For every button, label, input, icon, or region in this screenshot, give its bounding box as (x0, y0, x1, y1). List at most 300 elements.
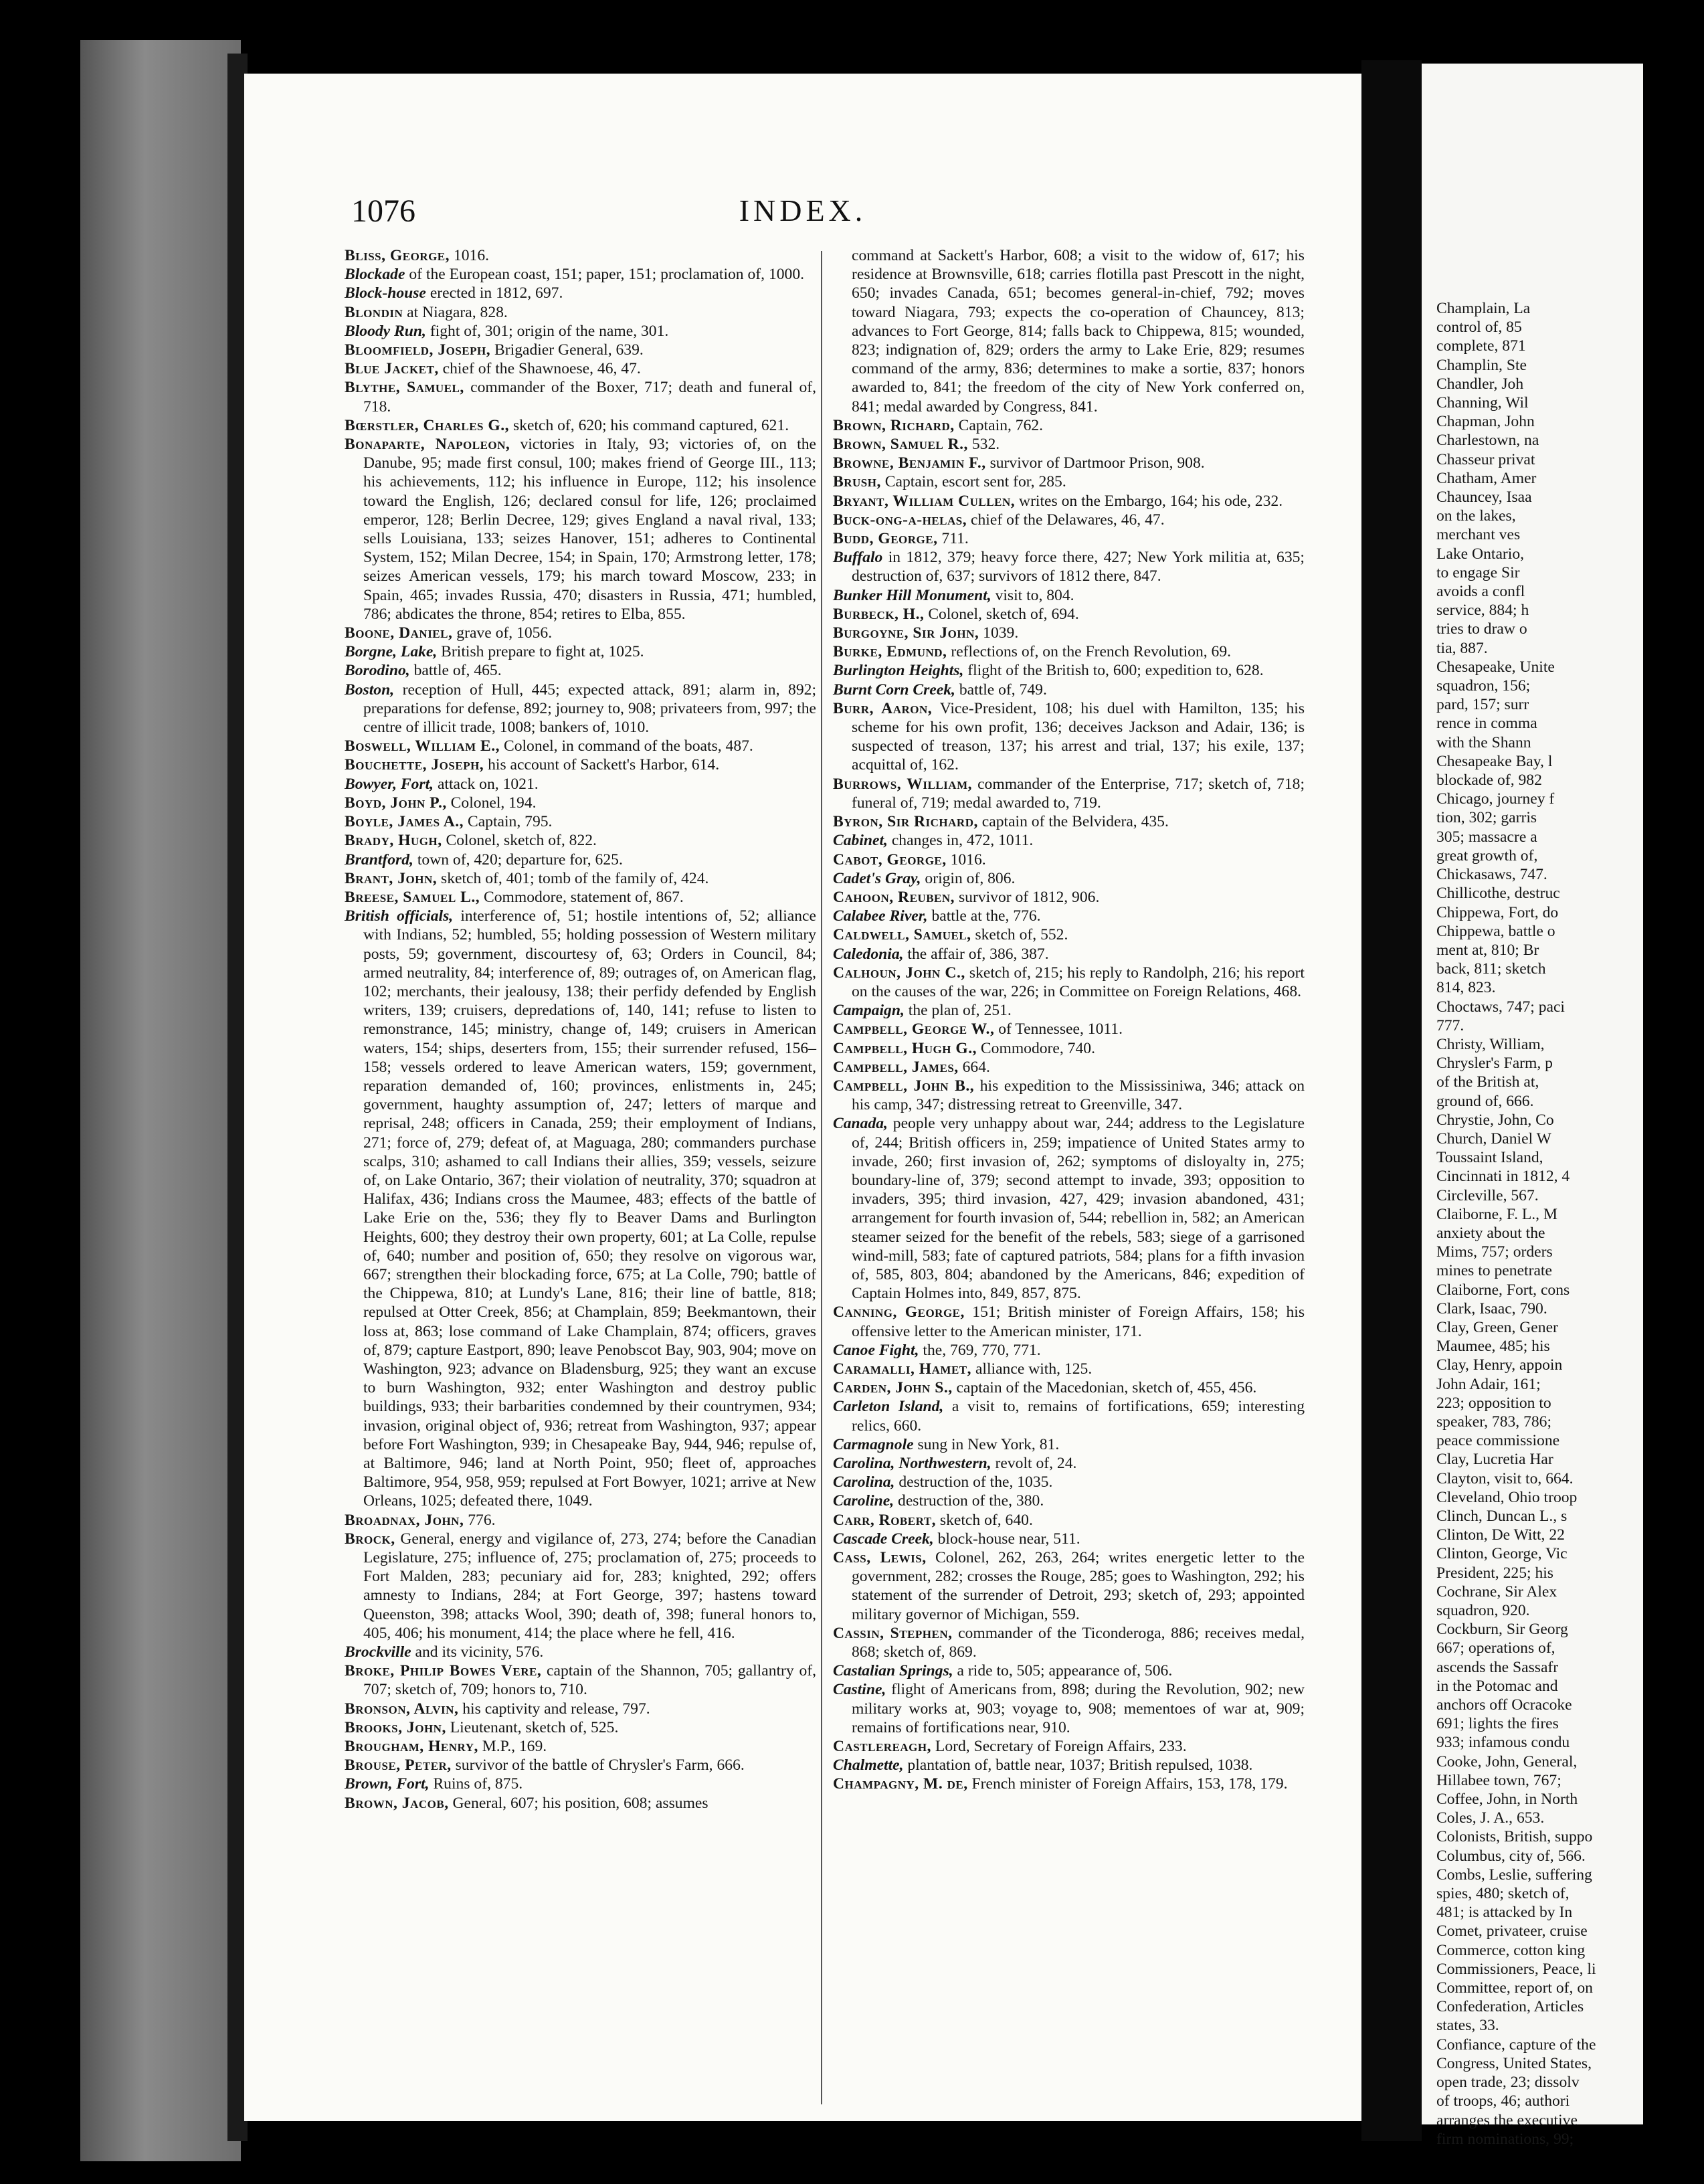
entry-headword: Carden, John S., (833, 1379, 953, 1397)
index-entry (345, 680, 816, 737)
facing-page-line: Clayton, visit to, 664. (1436, 1469, 1574, 1487)
entry-references: sketch of, 640. (936, 1511, 1033, 1529)
entry-references: 1016. (946, 850, 986, 869)
facing-page-line: service, 884; h (1436, 602, 1529, 620)
entry-references: chief of the Shawnoese, 46, 47. (438, 360, 641, 378)
facing-page-line: Commissioners, Peace, li (1436, 1960, 1596, 1978)
entry-headword: Buffalo (833, 549, 883, 567)
facing-page-column (1436, 299, 1704, 2149)
entry-headword: Byron, Sir Richard, (833, 813, 978, 831)
facing-page-line: Chesapeake, Unite (1436, 658, 1555, 676)
entry-headword: Cassin, Stephen, (833, 1624, 953, 1642)
facing-page-line: of the British at, (1436, 1073, 1539, 1091)
entry-references: flight of Americans from, 898; during the Revolution, 902; new military works at, 903; voyage to, 908; mementoes of war at, 909; remains of fortifications near, 910. (852, 1681, 1305, 1736)
index-entry (833, 586, 1305, 605)
index-entry (345, 775, 816, 794)
entry-headword: Bonaparte, Napoleon, (345, 436, 510, 454)
facing-page-line: Clinch, Duncan L., s (1436, 1508, 1568, 1525)
facing-page-line: Congress, United States, (1436, 2054, 1592, 2072)
facing-page-line: squadron, 156; (1436, 677, 1531, 695)
entry-references: erected in 1812, 697. (425, 284, 563, 302)
facing-page-line: Hillabee town, 767; (1436, 1771, 1561, 1789)
entry-headword: Brush, (833, 473, 881, 491)
entry-headword: Caroline, (833, 1492, 894, 1510)
entry-references: captain of the Shannon, 705; gallantry of, 707; sketch of, 709; honors to, 710. (363, 1662, 817, 1699)
entry-headword: Boyle, James A., (345, 813, 464, 831)
entry-references: sketch of, 620; his command captured, 621. (509, 416, 789, 434)
entry-headword: Caledonia, (833, 945, 904, 963)
entry-headword: Burgoyne, Sir John, (833, 624, 979, 642)
index-entry (345, 888, 816, 907)
index-entry (345, 1718, 816, 1737)
facing-page-line: with the Shann (1436, 733, 1531, 751)
entry-references: Lord, Secretary of Foreign Affairs, 233. (931, 1738, 1187, 1756)
entry-references: commander of the Ticonderoga, 886; receives medal, 868; sketch of, 869. (852, 1624, 1305, 1661)
facing-page-line: firm nominations, 99; (1436, 2130, 1574, 2148)
facing-page-line: Clay, Henry, appoin (1436, 1356, 1563, 1374)
entry-references: alliance with, 125. (971, 1360, 1093, 1378)
index-entry (833, 1058, 1305, 1077)
entry-references: Vice-President, 108; his duel with Hamilton, 135; his scheme for his own profit, 136; deceives Jackson and Adair, 136; is suspected of treason, 137; his arrest and trial, 137; his exile, 137; acquittal of, 162. (852, 699, 1305, 774)
index-entry (345, 1661, 816, 1699)
facing-page-line: Chasseur privat (1436, 450, 1535, 468)
index-entry (833, 416, 1305, 435)
facing-page-line: blockade of, 982 (1436, 771, 1542, 790)
index-entry (345, 322, 816, 341)
facing-page-line: Chrystie, John, Co (1436, 1111, 1554, 1129)
entry-headword: Burke, Edmund, (833, 643, 947, 661)
facing-page-line: Champlain, La (1436, 300, 1531, 317)
index-entry (833, 945, 1305, 964)
facing-page-line: great growth of, (1436, 846, 1538, 864)
entry-headword: Bowyer, Fort, (345, 775, 434, 793)
facing-page-line: Chippewa, Fort, do (1436, 903, 1559, 921)
index-entry (833, 435, 1305, 454)
facing-page-line: Clinton, De Witt, 22 (1436, 1526, 1565, 1544)
entry-references: the plan of, 251. (904, 1002, 1012, 1020)
entry-headword: Campaign, (833, 1002, 905, 1020)
entry-references: chief of the Delawares, 46, 47. (967, 511, 1165, 529)
facing-page-line: Combs, Leslie, suffering (1436, 1865, 1592, 1884)
facing-page-line: tia, 887. (1436, 639, 1488, 657)
index-entry (345, 831, 816, 850)
index-entry (345, 1511, 816, 1530)
index-entry (833, 1020, 1305, 1038)
entry-references: 711. (937, 530, 969, 548)
index-entry (833, 1511, 1305, 1530)
entry-headword: Brantford, (345, 850, 413, 869)
entry-references: survivor of 1812, 906. (955, 888, 1100, 906)
index-entry (833, 529, 1305, 548)
index-entry (833, 869, 1305, 888)
entry-headword: Campbell, George W., (833, 1020, 995, 1038)
book-spine-edge (80, 40, 241, 2161)
facing-page-line: 814, 823. (1436, 979, 1496, 997)
facing-page-line: ascends the Sassafr (1436, 1658, 1559, 1676)
entry-headword: Browne, Benjamin F., (833, 454, 986, 472)
index-column-left (345, 246, 816, 2106)
entry-references: 776. (464, 1511, 496, 1529)
facing-page-line: Cooke, John, General, (1436, 1752, 1578, 1770)
facing-page-line: Chapman, John (1436, 413, 1535, 431)
facing-page-line: Christy, William, (1436, 1035, 1545, 1053)
facing-page-line: Maumee, 485; his (1436, 1338, 1550, 1356)
entry-references: town of, 420; departure for, 625. (413, 850, 623, 869)
entry-references: 532. (967, 436, 1000, 454)
entry-references: sketch of, 401; tomb of the family of, 424. (437, 869, 709, 887)
page-gutter (1361, 60, 1422, 2141)
entry-headword: Bryant, William Cullen, (833, 492, 1016, 510)
index-entry (345, 755, 816, 774)
entry-references: in 1812, 379; heavy force there, 427; New York militia at, 635; destruction of, 637; survivors of 1812 there, 847. (852, 549, 1305, 585)
entry-references: grave of, 1056. (452, 624, 553, 642)
facing-page-fragment (1422, 64, 1643, 2148)
index-entry (345, 246, 816, 265)
index-entry (345, 1700, 816, 1718)
entry-headword: Canoe Fight, (833, 1341, 919, 1359)
facing-page-line: President, 225; his (1436, 1564, 1553, 1582)
facing-page-line: Channing, Wil (1436, 394, 1529, 412)
entry-headword: Blue Jacket, (345, 360, 439, 378)
entry-headword: Brouse, Peter, (345, 1756, 452, 1774)
facing-page-line: 933; infamous condu (1436, 1734, 1570, 1752)
entry-references: his captivity and release, 797. (458, 1700, 650, 1718)
facing-page-line: 223; opposition to (1436, 1394, 1551, 1412)
entry-headword: Carleton Island, (833, 1398, 944, 1416)
entry-references: sung in New York, 81. (913, 1435, 1060, 1453)
entry-headword: Borgne, Lake, (345, 643, 438, 661)
facing-page-line: 481; is attacked by In (1436, 1904, 1573, 1922)
index-entry (833, 624, 1305, 642)
facing-page-line: Cleveland, Ohio troop (1436, 1488, 1578, 1506)
index-entry (833, 831, 1305, 850)
entry-references: Captain, 762. (954, 416, 1044, 434)
entry-references: Commodore, 740. (977, 1039, 1095, 1057)
entry-references: British prepare to fight at, 1025. (437, 643, 644, 661)
facing-page-line: Clay, Lucretia Har (1436, 1451, 1553, 1469)
entry-headword: Champagny, M. de, (833, 1775, 968, 1793)
entry-headword: Boone, Daniel, (345, 624, 453, 642)
entry-headword: Canning, George, (833, 1303, 965, 1322)
index-entry (345, 661, 816, 680)
entry-references: the affair of, 386, 387. (903, 945, 1049, 963)
index-entry (833, 548, 1305, 585)
entry-headword: Cahoon, Reuben, (833, 888, 955, 906)
entry-references: General, 607; his position, 608; assumes (448, 1794, 708, 1812)
facing-page-line: Confiance, capture of the (1436, 2035, 1596, 2054)
facing-page-line: Toussaint Island, (1436, 1149, 1543, 1167)
facing-page-line: anxiety about the (1436, 1224, 1545, 1242)
index-entry (833, 1530, 1305, 1548)
index-entry (833, 1680, 1305, 1737)
entry-headword: Calhoun, John C., (833, 964, 965, 982)
entry-references: captain of the Macedonian, sketch of, 455, 456. (952, 1379, 1257, 1397)
index-entry (833, 1774, 1305, 1793)
index-entry (345, 869, 816, 888)
index-entry (345, 1643, 816, 1661)
facing-page-line: Confederation, Articles (1436, 1998, 1584, 2016)
entry-references: Captain, 795. (464, 813, 553, 831)
facing-page-line: 691; lights the fires (1436, 1715, 1559, 1733)
index-entry (833, 775, 1305, 812)
index-entry (833, 680, 1305, 699)
entry-references: 151; British minister of Foreign Affairs, 158; his offensive letter to the American minister, 171. (852, 1303, 1305, 1340)
index-entry (833, 1303, 1305, 1340)
facing-page-line: Coles, J. A., 653. (1436, 1809, 1545, 1827)
index-entry (833, 1473, 1305, 1491)
facing-page-line: Chicago, journey f (1436, 790, 1555, 808)
facing-page-line: Chrysler's Farm, p (1436, 1055, 1553, 1073)
facing-page-line: Chesapeake Bay, l (1436, 752, 1553, 770)
index-entry (833, 511, 1305, 529)
index-entry (345, 284, 816, 302)
facing-page-line: Claiborne, Fort, cons (1436, 1281, 1570, 1299)
index-entry (833, 812, 1305, 831)
entry-references: victories in Italy, 93; victories of, on the Danube, 95; made first consul, 100; makes friend of George III., 113; his achievements, 112; his influence in Europe, 112; his insolence toward the English, 126; declared consul for life, 126; proclaimed emperor, 128; Berlin Decree, 129; gives England a naval rival, 133; sells Louisiana, 133; seizes Hanover, 151; adheres to Continental System, 152; Milan Decree, 154; in Spain, 170; Armstrong letter, 178; seizes American vessels, 179; his march toward Moscow, 233; in Spain, 465; invades Russia, 470; disasters in Russia, 471; humbled, 786; abdicates the throne, 854; retires to Elba, 855. (363, 436, 816, 623)
facing-page-line: Chandler, Joh (1436, 375, 1524, 393)
index-entry (345, 642, 816, 661)
entry-references: plantation of, battle near, 1037; British repulsed, 1038. (903, 1756, 1253, 1774)
facing-page-line: Chauncey, Isaa (1436, 488, 1532, 507)
entry-references: 1016. (450, 247, 490, 264)
facing-page-line: avoids a confl (1436, 583, 1525, 601)
index-entry (345, 850, 816, 869)
index-entry (345, 416, 816, 435)
entry-headword: Brown, Jacob, (345, 1794, 449, 1812)
entry-headword: Campbell, John B., (833, 1077, 975, 1095)
entry-references: people very unhappy about war, 244; address to the Legislature of, 244; British officers in, 259; impatience of United States army to invade, 260; first invasion of, 262; symptoms of disloyalty in, 275; boundary-line of, 379; second attempt to invade, 393; opposition to invaders, 395; third invasion, 427, 429; invasion abandoned, 431; arrangement for fourth invasion of, 544; rebellion in, 582; an American steamer seized for the benefit of the rebels, 583; siege of a garrisoned wind-mill, 583; fate of captured patriots, 584; plans for a fifth invasion of, 585, 803, 804; abandoned by the Americans, 846; expedition of Captain Holmes into, 849, 857, 875. (852, 1115, 1305, 1303)
page-header (244, 189, 1361, 236)
entry-references: commander of the Enterprise, 717; sketch of, 718; funeral of, 719; medal awarded to, 719. (852, 775, 1305, 812)
entry-references: French minister of Foreign Affairs, 153, 178, 179. (967, 1775, 1288, 1793)
entry-references: battle at the, 776. (927, 907, 1041, 925)
facing-page-line: in the Potomac and (1436, 1677, 1558, 1695)
entry-headword: Bœrstler, Charles G., (345, 416, 510, 434)
entry-references: Colonel, in command of the boats, 487. (500, 737, 753, 755)
entry-headword: Burbeck, H., (833, 605, 925, 623)
entry-headword: British officials, (345, 907, 454, 925)
entry-references: writes on the Embargo, 164; his ode, 232. (1015, 492, 1283, 510)
facing-page-line: Chillicothe, destruc (1436, 885, 1560, 903)
index-entry (833, 1737, 1305, 1756)
facing-page-line: speaker, 783, 786; (1436, 1413, 1552, 1431)
entry-references: destruction of the, 380. (894, 1492, 1044, 1510)
entry-references: reception of Hull, 445; expected attack, 891; alarm in, 892; preparations for defense, 892; journey to, 908; privateers from, 997; the centre of illicit trade, 1008; bankers of, 1010. (363, 680, 816, 737)
index-entry (345, 341, 816, 359)
index-entry (833, 1378, 1305, 1397)
entry-references: changes in, 472, 1011. (887, 832, 1034, 850)
index-entry (833, 1001, 1305, 1020)
facing-page-line: peace commissione (1436, 1432, 1560, 1450)
entry-headword: Block-house (345, 284, 426, 302)
index-entry (833, 661, 1305, 680)
entry-headword: Borodino, (345, 662, 410, 680)
entry-headword: Canada, (833, 1115, 888, 1133)
facing-page-line: Cincinnati in 1812, 4 (1436, 1168, 1570, 1186)
facing-page-line: Commerce, cotton king (1436, 1941, 1586, 1959)
entry-headword: Boswell, William E., (345, 737, 500, 755)
facing-page-line: Charlestown, na (1436, 432, 1539, 450)
entry-references: block-house near, 511. (933, 1530, 1080, 1548)
index-entry (833, 1624, 1305, 1661)
index-entry (833, 1039, 1305, 1058)
entry-headword: Castine, (833, 1681, 886, 1699)
entry-headword: Carolina, Northwestern, (833, 1455, 991, 1472)
facing-page-line: Claiborne, F. L., M (1436, 1205, 1557, 1223)
facing-page-line: squadron, 920. (1436, 1602, 1530, 1620)
entry-references: his account of Sackett's Harbor, 614. (484, 756, 720, 774)
index-entry (833, 605, 1305, 624)
facing-page-line: anchors off Ocracoke (1436, 1696, 1572, 1714)
index-entry (345, 1774, 816, 1793)
index-entry (833, 964, 1305, 1001)
facing-page-line: spies, 480; sketch of, (1436, 1885, 1570, 1903)
facing-page-line: complete, 871 (1436, 337, 1526, 355)
entry-headword: Carolina, (833, 1473, 895, 1491)
entry-references: sketch of, 552. (971, 926, 1068, 944)
index-entry (345, 1794, 816, 1813)
facing-page-line: Champlin, Ste (1436, 356, 1527, 374)
index-page (244, 74, 1361, 2121)
entry-references: survivor of the battle of Chrysler's Farm, 666. (451, 1756, 745, 1774)
entry-headword: Chalmette, (833, 1756, 904, 1774)
entry-headword: Carr, Robert, (833, 1511, 937, 1529)
entry-headword: Boyd, John P., (345, 794, 447, 812)
facing-page-line: arranges the executive (1436, 2111, 1578, 2129)
entry-headword: Bloody Run, (345, 322, 426, 340)
entry-headword: Campbell, James, (833, 1058, 959, 1076)
entry-references: battle of, 749. (955, 680, 1047, 699)
running-title: INDEX. (739, 193, 867, 227)
index-entry (345, 812, 816, 831)
entry-headword: Cabot, George, (833, 850, 947, 869)
facing-page-line: 305; massacre a (1436, 828, 1537, 846)
facing-page-line: Church, Daniel W (1436, 1129, 1551, 1148)
entry-references: a ride to, 505; appearance of, 506. (953, 1662, 1173, 1680)
entry-headword: Broadnax, John, (345, 1511, 464, 1529)
entry-headword: Burr, Aaron, (833, 699, 933, 717)
entry-references: and its vicinity, 576. (411, 1643, 544, 1661)
index-entry (345, 1756, 816, 1774)
facing-page-line: Chippewa, battle o (1436, 922, 1555, 940)
index-entry (833, 472, 1305, 491)
index-entry (833, 925, 1305, 944)
facing-page-line: Columbus, city of, 566. (1436, 1847, 1586, 1865)
entry-headword: Brady, Hugh, (345, 832, 442, 850)
entry-headword: Breese, Samuel L., (345, 888, 480, 906)
index-entry (345, 1737, 816, 1756)
index-entry (345, 303, 816, 322)
index-entry (833, 1435, 1305, 1454)
facing-page-line: mines to penetrate (1436, 1262, 1552, 1280)
entry-references: 1039. (979, 624, 1019, 642)
entry-headword: Bliss, George, (345, 247, 450, 264)
facing-page-line: control of, 85 (1436, 318, 1522, 337)
entry-references: Brigadier General, 639. (490, 341, 644, 359)
index-entry (833, 1491, 1305, 1510)
entry-headword: Brooks, John, (345, 1718, 446, 1736)
facing-page-line: merchant ves (1436, 526, 1521, 544)
facing-page-line: states, 33. (1436, 2017, 1499, 2035)
entry-references: of Tennessee, 1011. (994, 1020, 1123, 1038)
entry-headword: Bloomfield, Joseph, (345, 341, 491, 359)
entry-references: destruction of the, 1035. (894, 1473, 1053, 1491)
index-entry (833, 454, 1305, 472)
facing-page-line: ment at, 810; Br (1436, 941, 1539, 959)
index-entry (345, 435, 816, 624)
facing-page-line: Colonists, British, suppo (1436, 1828, 1593, 1846)
entry-references: the, 769, 770, 771. (919, 1341, 1041, 1359)
entry-references: flight of the British to, 600; expedition to, 628. (963, 662, 1264, 680)
column-divider (821, 251, 822, 2104)
entry-headword: Caramalli, Hamet, (833, 1360, 972, 1378)
facing-page-line: Clark, Isaac, 790. (1436, 1299, 1547, 1317)
entry-headword: Castalian Springs, (833, 1662, 953, 1680)
entry-references: interference of, 51; hostile intentions of, 52; alliance with Indians, 52; humbled, 55; holding possession of Western military posts, 59; government, discourtesy of, 63; Orders in Council, 84; armed neutrality, 84; interference of, 89; outrages of, on American flag, 102; merchants, their jealousy, 138; their perfidy defended by English writers, 139; cruisers, depredations of, 140, 141; refuse to listen to remonstrance, 145; ministry, change of, 149; cruisers in American waters, 154; ships, deserters from, 155; their surrender refused, 156–158; vessels ordered to leave American waters, 159; government, reparation demanded of, 160; provinces, enlistments in, 245; government, haughty assumption of, 247; letters of marque and reprisal, 248; officers in Canada, 259; their employment of Indians, 271; force of, 279; defeat of, at Maguaga, 280; commanders purchase scalps, 310; ashamed to call Indians their allies, 359; vessels, seizure of, on Lake Ontario, 367; their violation of neutrality, 370; squadron at Halifax, 436; Indians cross the Maumee, 483; effects of the battle of Lake Erie on the, 536; they fly to Beaver Dams and Burlington Heights, 600; they destroy their own property, 601; at La Colle, repulse of, 640; number and position of, 650; they resolve on vigorous war, 667; strengthen their blockading force, 675; at La Colle, 790; battle of the Chippewa, 810; at Lundy's Lane, 816; their line of battle, 818; repulsed at Otter Creek, 856; at Champlain, 859; Beekmantown, their loss at, 863; lose command of Lake Champlain, 874; officers, graves of, 879; capture Eastport, 890; leave Penobscot Bay, 903, 904; move on Washington, 923; advance on Bladensburg, 925; they want an excuse to burn Washington, 932; enter Washington and destroy public buildings, 933; their barbarities condemned by their countrymen, 934; invasion, original object of, 936; retreat from Washington, 937; appear before Fort Washington, 939; in Chesapeake Bay, 944, 946; repulse of, at Baltimore, 946; land at North Point, 950; fleet of, approaches Baltimore, 954, 958, 959; repulsed at Fort Bowyer, 1021; arrive at New Orleans, 1025; defeated there, 1049. (363, 907, 816, 1510)
entry-headword: Brown, Samuel R., (833, 436, 968, 454)
facing-page-line: 667; operations of, (1436, 1639, 1555, 1657)
facing-page-line: Cochrane, Sir Alex (1436, 1582, 1557, 1601)
entry-headword: Caldwell, Samuel, (833, 926, 971, 944)
facing-page-line: ground of, 666. (1436, 1092, 1534, 1110)
facing-page-line: of troops, 46; authori (1436, 2092, 1570, 2110)
index-entry (833, 492, 1305, 511)
facing-page-line: Chickasaws, 747. (1436, 866, 1547, 884)
entry-references: Colonel, sketch of, 694. (924, 605, 1079, 623)
entry-references: attack on, 1021. (434, 775, 539, 793)
entry-headword: Broke, Philip Bowes Vere, (345, 1662, 542, 1680)
facing-page-line: tries to draw o (1436, 620, 1527, 638)
entry-references: Colonel, 262, 263, 264; writes energetic letter to the government, 282; crosses the Rouge, 285; goes to Washington, 292; his statement of the surrender of Detroit, 293; sketch of, 293; appointed military governor of Michigan, 559. (852, 1549, 1305, 1623)
facing-page-line: Circleville, 567. (1436, 1186, 1539, 1204)
index-entry (345, 794, 816, 812)
entry-headword: Boston, (345, 680, 395, 699)
index-entry (833, 246, 1305, 416)
entry-references: his expedition to the Mississiniwa, 346; attack on his camp, 347; distressing retreat to Greenville, 347. (852, 1077, 1305, 1114)
index-entry (833, 1548, 1305, 1624)
entry-references: survivor of Dartmoor Prison, 908. (985, 454, 1205, 472)
facing-page-line: Clay, Green, Gener (1436, 1318, 1558, 1336)
index-entry (345, 1530, 816, 1643)
entry-references: reflections of, on the French Revolution, 69. (947, 643, 1232, 661)
entry-headword: Budd, George, (833, 530, 938, 548)
entry-headword: Blythe, Samuel, (345, 379, 464, 397)
entry-references: revolt of, 24. (991, 1455, 1077, 1472)
facing-page-line: Mims, 757; orders (1436, 1243, 1553, 1261)
facing-page-line: rence in comma (1436, 715, 1537, 733)
facing-page-line: on the lakes, (1436, 507, 1516, 525)
facing-page-line: open trade, 23; dissolv (1436, 2074, 1580, 2092)
index-entry (833, 1114, 1305, 1303)
entry-references: M.P., 169. (478, 1738, 547, 1756)
entry-headword: Cabinet, (833, 832, 888, 850)
entry-headword: Brock, (345, 1530, 395, 1548)
entry-references: Lieutenant, sketch of, 525. (446, 1718, 619, 1736)
entry-references: Commodore, statement of, 867. (480, 888, 684, 906)
entry-references: Ruins of, 875. (429, 1775, 523, 1793)
entry-references: fight of, 301; origin of the name, 301. (425, 322, 669, 340)
entry-headword: Bunker Hill Monument, (833, 586, 991, 604)
entry-references: command at Sackett's Harbor, 608; a visit to the widow of, 617; his residence at Brownsville, 618; carries flotilla past Prescott in the night, 650; invades Canada, 651; becomes general-in-chief, 792; moves toward Niagara, 793; expects the co-operation of Chauncey, 813; advances to Fort George, 814; falls back to Chippewa, 815; wounded, 823; indignation of, 829; orders the army to Lake Erie, 829; resumes command of the army, 836; determines to make a sortie, 837; honors awarded to, 841; the freedom of the city of New York conferred on, 841; medal awarded by Congress, 841. (852, 247, 1305, 416)
entry-references: commander of the Boxer, 717; death and funeral of, 718. (363, 379, 816, 416)
entry-headword: Brown, Richard, (833, 416, 955, 434)
entry-references: General, energy and vigilance of, 273, 274; before the Canadian Legislature, 275; influence of, 275; proclamation of, 275; proceeds to Fort Malden, 283; pecuniary aid for, 283; knighted, 292; offers amnesty to Indians, 284; at Fort George, 397; hastens toward Queenston, 398; attacks Wool, 390; death of, 398; funeral honors to, 405, 406; his monument, 414; the place where he fell, 416. (363, 1530, 816, 1642)
entry-headword: Cascade Creek, (833, 1530, 934, 1548)
index-entry (345, 359, 816, 378)
entry-references: Colonel, 194. (446, 794, 537, 812)
index-entry (833, 1756, 1305, 1774)
index-entry (833, 850, 1305, 869)
